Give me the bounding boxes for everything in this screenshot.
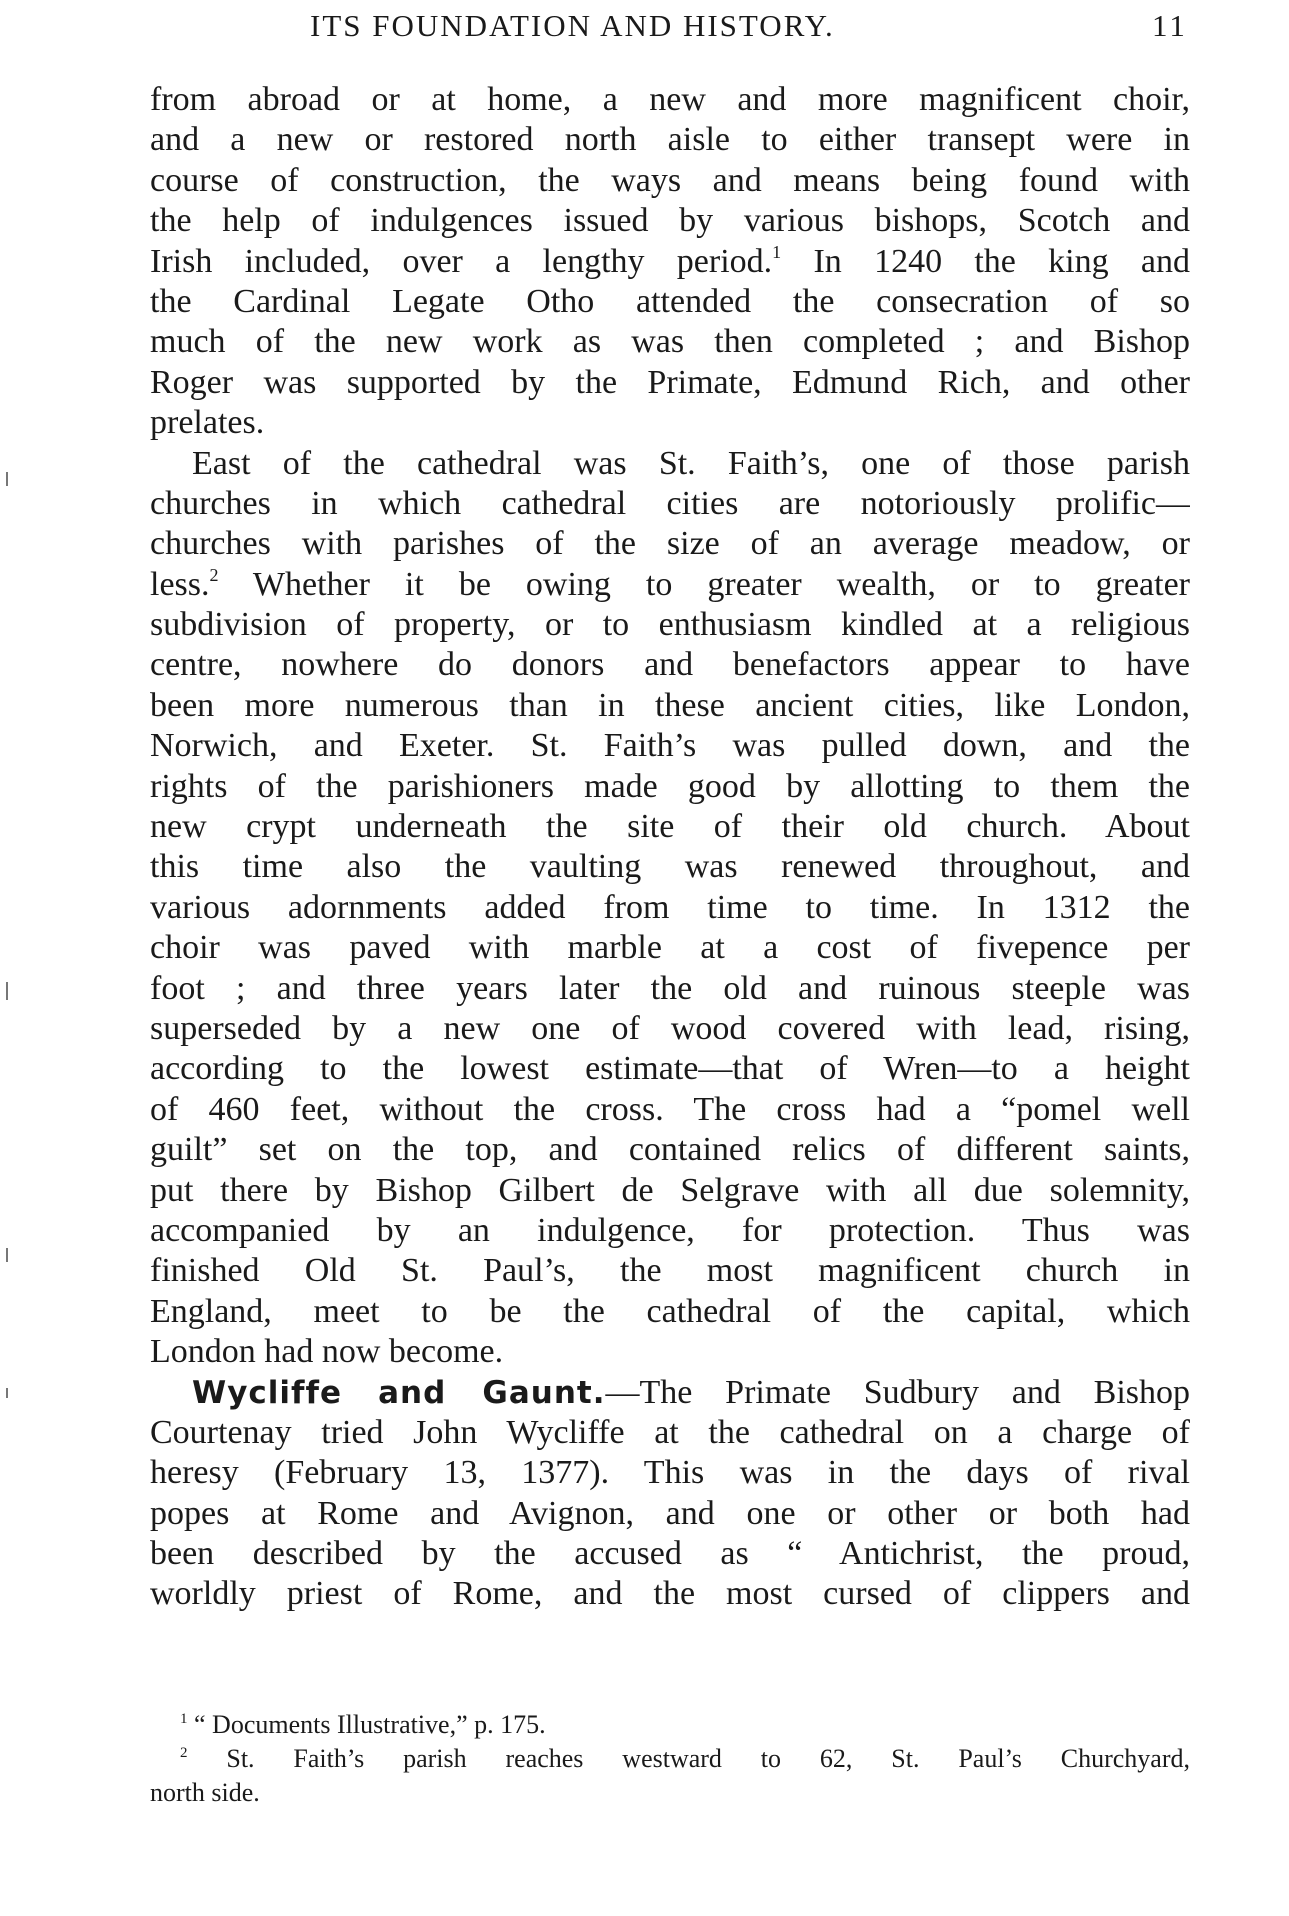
text-line: centre, nowhere do donors and benefactors appear to have bbox=[150, 646, 1190, 684]
text-line: been described by the accused as “ Antichrist, the proud, bbox=[150, 1535, 1190, 1573]
footnote bbox=[150, 1742, 1190, 1776]
text-line: finished Old St. Paul’s, the most magnificent church in bbox=[150, 1252, 1190, 1290]
text-segment: —The Primate Sudbury and Bishop bbox=[605, 1373, 1190, 1411]
scan-margin-mark bbox=[6, 1388, 8, 1398]
text-line: choir was paved with marble at a cost of fivepence per bbox=[150, 929, 1190, 967]
text-segment: In 1240 the king and bbox=[781, 242, 1190, 280]
text-line: East of the cathedral was St. Faith’s, one of those parish bbox=[192, 444, 1190, 482]
text-line: heresy (February 13, 1377). This was in the days of rival bbox=[150, 1454, 1190, 1492]
text-line: worldly priest of Rome, and the most cursed of clippers and bbox=[150, 1575, 1190, 1613]
scan-margin-mark bbox=[6, 472, 8, 486]
text-line: London had now become. bbox=[150, 1333, 504, 1371]
footnote-marker: 2 bbox=[180, 1745, 188, 1761]
section-heading: Wycliffe and Gaunt. bbox=[192, 1374, 606, 1411]
text-segment: less. bbox=[150, 565, 210, 603]
text-line: accompanied by an indulgence, for protection. Thus was bbox=[150, 1211, 1190, 1249]
text-segment: Irish included, over a lengthy period. bbox=[150, 242, 773, 280]
footnote-marker: 1 bbox=[180, 1711, 188, 1727]
text-segment: Whether it be owing to greater wealth, or to greater bbox=[218, 565, 1190, 603]
footnote-ref: 1 bbox=[772, 241, 782, 262]
text-line bbox=[150, 1373, 1190, 1413]
footnote-continuation: north side. bbox=[150, 1778, 260, 1807]
text-line: churches with parishes of the size of an average meadow, or bbox=[150, 525, 1190, 563]
text-line: Courtenay tried John Wycliffe at the cathedral on a charge of bbox=[150, 1413, 1190, 1451]
scan-margin-mark bbox=[6, 1248, 8, 1262]
text-line: the Cardinal Legate Otho attended the consecration of so bbox=[150, 282, 1190, 320]
footnote-ref: 2 bbox=[209, 564, 219, 585]
text-line: this time also the vaulting was renewed throughout, and bbox=[150, 848, 1190, 886]
text-line: course of construction, the ways and means being found with bbox=[150, 161, 1190, 199]
footnote bbox=[150, 1708, 1190, 1742]
text-line: new crypt underneath the site of their old church. About bbox=[150, 808, 1190, 846]
text-line: churches in which cathedral cities are notoriously prolific— bbox=[150, 484, 1190, 522]
text-line: England, meet to be the cathedral of the capital, which bbox=[150, 1292, 1190, 1330]
text-line: put there by Bishop Gilbert de Selgrave with all due solemnity, bbox=[150, 1171, 1190, 1209]
text-line bbox=[150, 242, 1190, 282]
text-line: the help of indulgences issued by various bishops, Scotch and bbox=[150, 202, 1190, 240]
page-number: 11 bbox=[1152, 8, 1188, 43]
text-line: superseded by a new one of wood covered with lead, rising, bbox=[150, 1009, 1190, 1047]
text-line: been more numerous than in these ancient cities, like London, bbox=[150, 686, 1190, 724]
main-text bbox=[150, 80, 1190, 1615]
text-line: prelates. bbox=[150, 404, 265, 442]
text-line: and a new or restored north aisle to either transept were in bbox=[150, 121, 1190, 159]
text-line: from abroad or at home, a new and more magnificent choir, bbox=[150, 81, 1190, 118]
text-line: various adornments added from time to time. In 1312 the bbox=[150, 888, 1190, 926]
text-line: popes at Rome and Avignon, and one or other or both had bbox=[150, 1494, 1190, 1532]
footnote-text: St. Faith’s parish reaches westward to 62, St. Paul’s Churchyard, bbox=[187, 1744, 1190, 1773]
text-line: of 460 feet, without the cross. The cross had a “pomel well bbox=[150, 1090, 1190, 1128]
text-line: much of the new work as was then completed ; and Bishop bbox=[150, 323, 1190, 361]
text-line: Roger was supported by the Primate, Edmund Rich, and other bbox=[150, 363, 1190, 401]
text-line: according to the lowest estimate—that of Wren—to a height bbox=[150, 1050, 1190, 1088]
footnotes bbox=[150, 1708, 1190, 1810]
text-line: Norwich, and Exeter. St. Faith’s was pulled down, and the bbox=[150, 727, 1190, 765]
text-line: guilt” set on the top, and contained relics of different saints, bbox=[150, 1131, 1190, 1169]
text-line: rights of the parishioners made good by allotting to them the bbox=[150, 767, 1190, 805]
text-line bbox=[150, 565, 1190, 605]
footnote-text: “ Documents Illustrative,” p. 175. bbox=[187, 1710, 546, 1739]
text-line: foot ; and three years later the old and ruinous steeple was bbox=[150, 969, 1190, 1007]
text-line: subdivision of property, or to enthusiasm kindled at a religious bbox=[150, 606, 1190, 644]
scan-margin-mark bbox=[6, 982, 8, 1000]
page-header bbox=[0, 8, 1289, 48]
running-title: ITS FOUNDATION AND HISTORY. bbox=[310, 8, 835, 43]
